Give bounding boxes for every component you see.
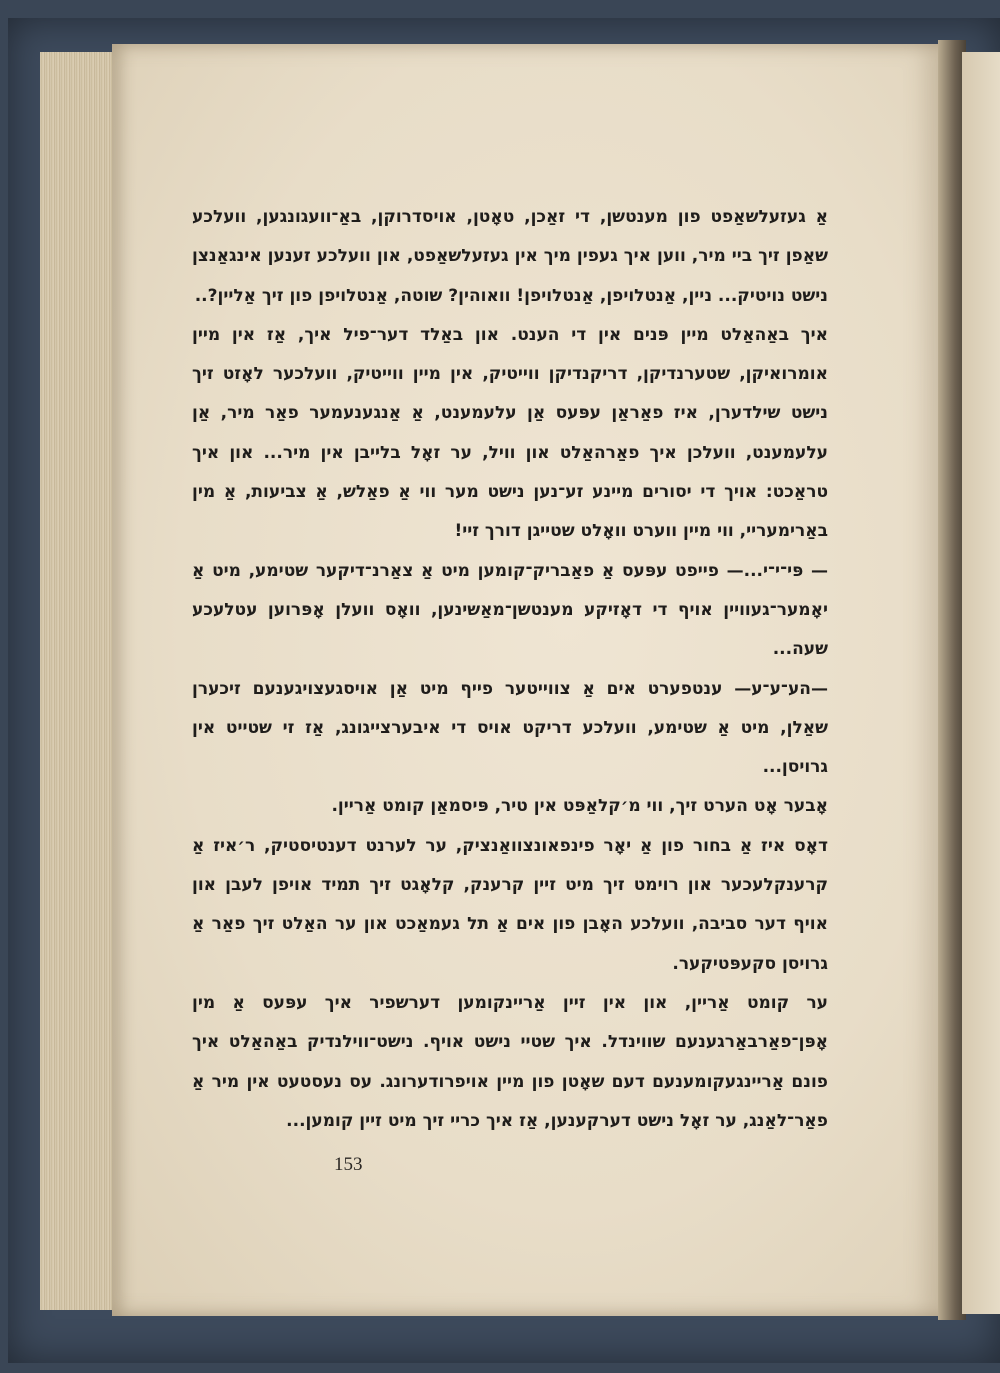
- page-edges: [40, 52, 116, 1310]
- paragraph-4: —הע־ע־ע— ענטפערט אים אַ צווייטער פייף מיט אַן אויסגעצויגענעם זיכערן שאַלן, מיט אַ שטימע, וועלכע דריקט אויס די איבערצייגונג, אַז זי שטייט אין גרויסן...: [192, 678, 828, 778]
- paragraph-7: ער קומט אַריין, און אין זיין אַריינקומען דערשפיר איך עפּעס אַ מין אָפּן־פאַרבאַרגענעם שווינדל. איך שטיי נישט אויף. נישט־ווילנדיק באַהאַלט איך פונם אַריינגעקומענעם דעם שאָטן פון מיין אויפרודערונג. עס נעסטעט אין מיר אַ פאַר־לאַנג, ער זאָל נישט דערקענען, אַז איך כריי זיך מיט זיין קומען...: [192, 992, 828, 1131]
- page-number: 153: [334, 1154, 363, 1175]
- paragraph-1: אַ געזעלשאַפט פון מענטשן, די זאַכן, טאָטן, אויסדרוקן, באַ־וועגונגען, וועלכע שאַפן זיך ביי מיר, ווען איך געפין מיך אין געזעלשאַפט, און וועלכע זענען אינגאַנצן נישט נויטיק... ניין, אַנטלויפן, אַנטלויפן! וואוהין? שוטה, אַנטלויפן פון זיך אַליין?..: [192, 207, 828, 306]
- paragraph-5: אָבער אָט הערט זיך, ווי מ׳קלאַפּט אין טיר, פּיסמאַן קומט אַריין.: [331, 796, 828, 817]
- next-page-edge: [962, 52, 1000, 1314]
- page-text: [192, 198, 828, 1141]
- paragraph-2: איך באַהאַלט מיין פּנים אין די הענט. און באַלד דער־פיל איך, אַז אין מיין אומרואיקן, שטערנדיקן, דריקנדיקן ווייטיק, אין מיין ווייטיק, וועלכער לאָזט זיך נישט שילדערן, איז פאַראַן עפּעס אַן עלעמענט, אַ אַנגענעמער פאַר מיר, אַן עלעמענט, וועלכן איך פאַרהאַלט און וויל, ער זאָל בלייבן אין מיר... און איך טראַכט: אויך די יסורים מיינע זע־נען נישט מער ווי אַ פאַלש, אַ צביעות, אַ מין באַרימעריי, ווי מיין ווערט וואָלט שטייגן דורך זיי!: [192, 324, 828, 542]
- paragraph-3: — פּי־י־י...— פייפט עפּעס אַ פאַבריק־קומען מיט אַ צאַרנ־דיקער שטימע, מיט אַ יאָמער־געוויין אויף די דאָזיקע מענטשן־מאַשינען, וואָס וועלן אָפּרוען עטלעכע שעה...: [192, 560, 828, 660]
- paragraph-6: דאָס איז אַ בחור פון אַ יאָר פינפאונצוואַנציק, ער לערנט דענטיסטיק, ר׳איז אַ קרענקלעכער און רוימט זיך מיט זיין קרענק, קלאָגט זיך תמיד אויפן לעבן און אויף דער סביבה, וועלכע האָבן פון אים אַ תל געמאַכט און ער האַלט זיך פאַר אַ גרויסן סקעפּטיקער.: [192, 835, 828, 974]
